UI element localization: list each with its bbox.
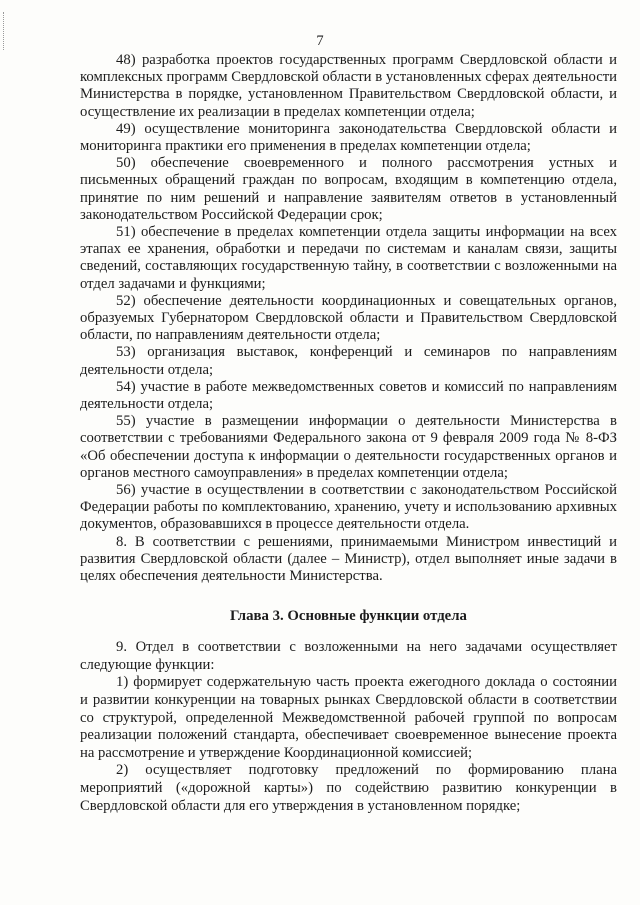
paragraph-item-49: 49) осуществление мониторинга законодательства Свердловской области и мониторинга практики его применения в пределах компетенции отдела;	[80, 120, 617, 155]
chapter-heading: Глава 3. Основные функции отдела	[230, 608, 467, 625]
chapter-3-body	[80, 639, 617, 815]
paragraph-item-52: 52) обеспечение деятельности координационных и совещательных органов, образуемых Губернатором Свердловской области и Правительством Свердловской области, по направлениям деятельности отдела;	[80, 292, 617, 344]
paragraph-item-51: 51) обеспечение в пределах компетенции отдела защиты информации на всех этапах ее хранения, обработки и передачи по системам и каналам связи, защиты сведений, составляющих государственную тайну, в соответствии с возложенными на отдел задачами и функциями;	[80, 224, 617, 292]
paragraph-item-56: 56) участие в осуществлении в соответствии с законодательством Российской Федерации работы по комплектованию, хранению, учету и использованию архивных документов, образовавшихся в процессе деятельности отдела.	[80, 482, 617, 533]
paragraph-item-50: 50) обеспечение своевременного и полного рассмотрения устных и письменных обращений граждан по вопросам, входящим в компетенцию отдела, принятие по ним решений и направление заявителям ответов в установленный законодательством Российской Федерации срок;	[80, 155, 617, 223]
paragraph-item-48: 48) разработка проектов государственных программ Свердловской области и комплексных программ Свердловской области в установленных сферах деятельности Министерства в порядке, установленном Правительством Свердловской области, и осуществление их реализации в пределах компетенции отдела;	[80, 52, 617, 120]
paragraph-item-55: 55) участие в размещении информации о деятельности Министерства в соответствии с требованиями Федерального закона от 9 февраля 2009 года № 8-ФЗ «Об обеспечении доступа к информации о деятельности государственных органов и органов местного самоуправления» в пределах компетенции отдела;	[80, 413, 617, 481]
paragraph-function-1: 1) формирует содержательную часть проекта ежегодного доклада о состоянии и развитии конкуренции на товарных рынках Свердловской области в соответствии со структурой, определенной Межведомственной рабочей группой по вопросам реализации положений стандарта, обеспечивает своевременное вынесение проекта на рассмотрение и утверждение Координационной комиссией;	[80, 674, 617, 761]
document-body	[80, 52, 617, 815]
paragraph-clause-8: 8. В соответствии с решениями, принимаемыми Министром инвестиций и развития Свердловской области (далее – Министр), отдел выполняет иные задачи в целях обеспечения деятельности Министерства.	[80, 533, 617, 585]
paragraph-clause-9: 9. Отдел в соответствии с возложенными на него задачами осуществляет следующие функции:	[80, 639, 617, 673]
page-number: 7	[316, 33, 324, 49]
paragraph-item-53: 53) организация выставок, конференций и семинаров по направлениям деятельности отдела;	[80, 344, 617, 378]
paragraph-item-54: 54) участие в работе межведомственных советов и комиссий по направлениям деятельности отдела;	[80, 378, 617, 413]
paragraph-function-2: 2) осуществляет подготовку предложений по формированию плана мероприятий («дорожной карты») по содействию развитию конкуренции в Свердловской области для его утверждения в установленном порядке;	[80, 762, 617, 814]
